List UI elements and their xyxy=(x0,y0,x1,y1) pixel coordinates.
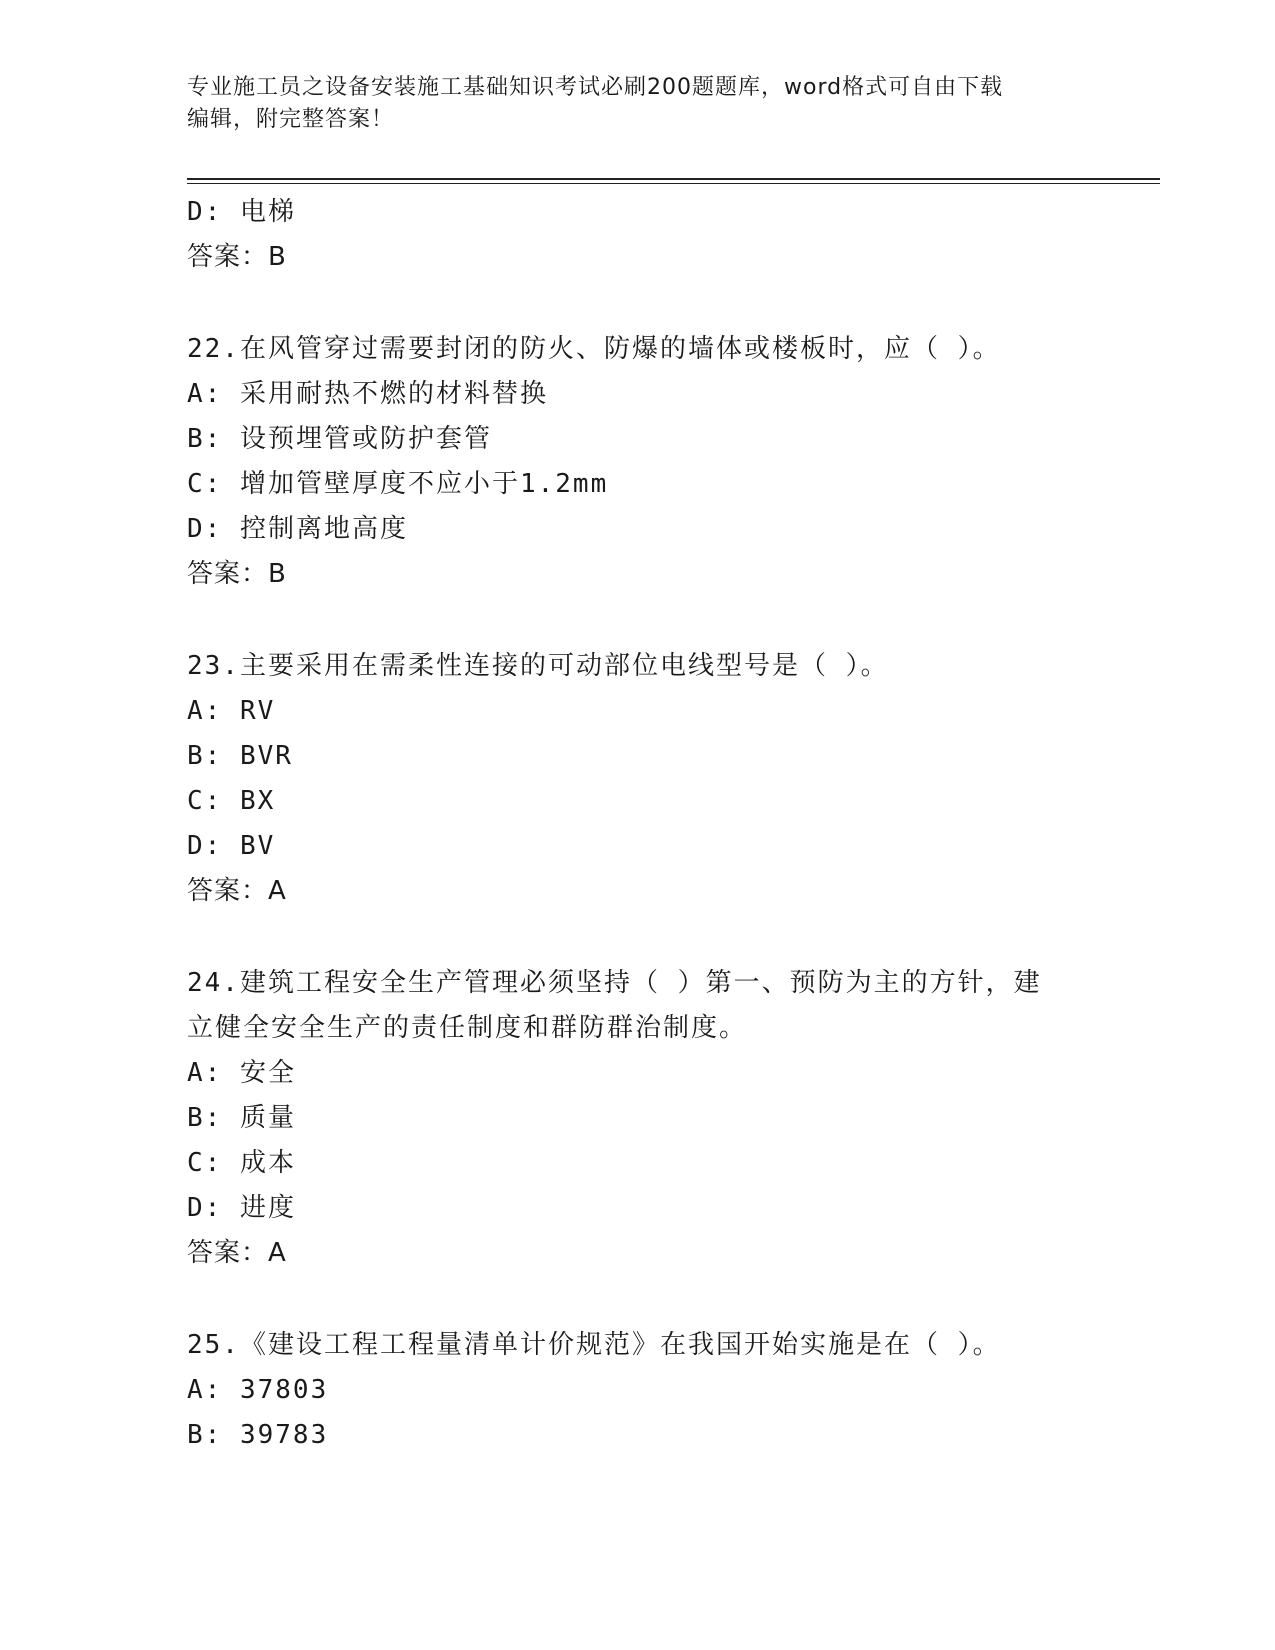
option-d: D: 电梯 xyxy=(187,197,296,227)
option-a: A: 采用耐热不燃的材料替换 xyxy=(187,379,548,409)
option-b: B: BVR xyxy=(187,741,293,771)
document-body xyxy=(187,190,1087,1458)
option-a: A: 37803 xyxy=(187,1375,329,1405)
question-25 xyxy=(187,1323,1087,1458)
answer: 答案：B xyxy=(187,242,287,272)
question-text-line-1: 24.建筑工程安全生产管理必须坚持（ ）第一、预防为主的方针，建 xyxy=(187,968,1042,998)
option-d: D: BV xyxy=(187,831,276,861)
question-21-tail xyxy=(187,190,1087,280)
answer: 答案：A xyxy=(187,876,287,906)
question-22 xyxy=(187,327,1087,597)
question-text: 23.主要采用在需柔性连接的可动部位电线型号是（ ）。 xyxy=(187,651,889,681)
option-d: D: 进度 xyxy=(187,1193,296,1223)
answer: 答案：A xyxy=(187,1238,287,1268)
question-23 xyxy=(187,644,1087,914)
option-d: D: 控制离地高度 xyxy=(187,514,408,544)
page-header xyxy=(187,72,1087,136)
option-c: C: 成本 xyxy=(187,1148,296,1178)
option-b: B: 39783 xyxy=(187,1420,329,1450)
header-title-line-2: 编辑，附完整答案！ xyxy=(187,107,395,132)
question-text-line-2: 立健全安全生产的责任制度和群防群治制度。 xyxy=(187,1013,748,1043)
option-b: B: 设预埋管或防护套管 xyxy=(187,424,492,454)
header-rule-thin xyxy=(187,183,1160,184)
option-c: C: 增加管壁厚度不应小于1.2mm xyxy=(187,469,609,499)
question-text: 22.在风管穿过需要封闭的防火、防爆的墙体或楼板时，应（ ）。 xyxy=(187,334,1001,364)
option-b: B: 质量 xyxy=(187,1103,296,1133)
question-text: 25.《建设工程工程量清单计价规范》在我国开始实施是在（ ）。 xyxy=(187,1330,1001,1360)
header-title-line-1: 专业施工员之设备安装施工基础知识考试必刷200题题库，word格式可自由下载 xyxy=(187,75,1004,100)
answer: 答案：B xyxy=(187,559,287,589)
header-rule-thick xyxy=(187,178,1160,180)
question-24 xyxy=(187,961,1087,1276)
option-c: C: BX xyxy=(187,786,276,816)
option-a: A: RV xyxy=(187,696,276,726)
option-a: A: 安全 xyxy=(187,1058,296,1088)
